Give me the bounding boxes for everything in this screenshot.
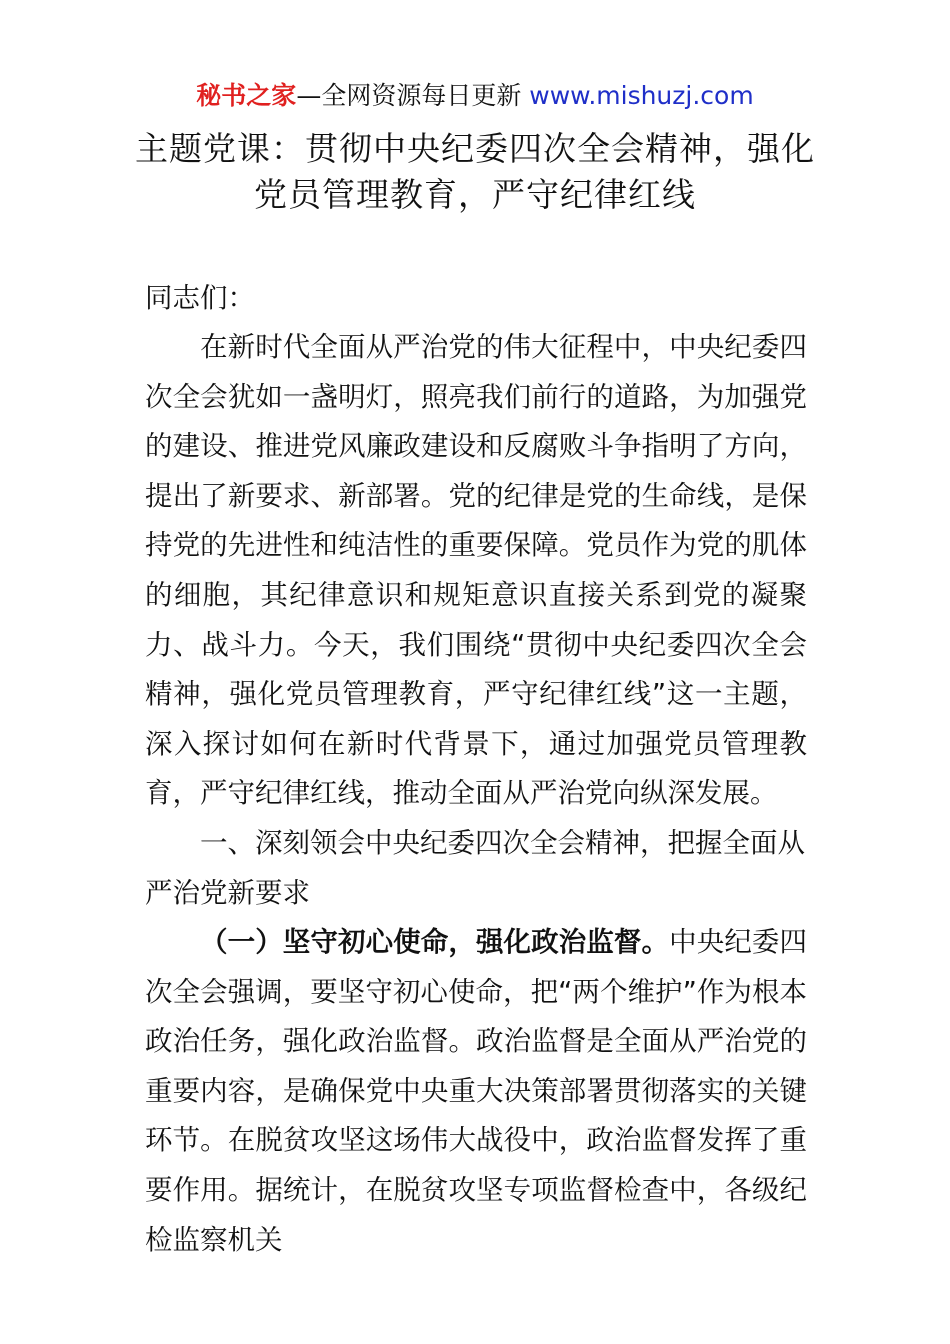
title-line-1: 主题党课：贯彻中央纪委四次全会精神，强化 [135, 129, 815, 168]
site-url-link[interactable]: www.mishuzj.com [521, 81, 754, 110]
title-line-2: 党员管理教育，严守纪律红线 [254, 175, 696, 214]
site-header [0, 78, 950, 114]
document-title [120, 126, 830, 218]
paragraph-intro: 在新时代全面从严治党的伟大征程中，中央纪委四次全会犹如一盏明灯，照亮我们前行的道路，为加强党的建设、推进党风廉政建设和反腐败斗争指明了方向，提出了新要求、新部署。党的纪律是党的生命线，是保持党的先进性和纯洁性的重要保障。党员作为党的肌体的细胞，其纪律意识和规矩意识直接关系到党的凝聚力、战斗力。今天，我们围绕“贯彻中央纪委四次全会精神，强化党员管理教育，严守纪律红线”这一主题，深入探讨如何在新时代背景下，通过加强党员管理教育，严守纪律红线，推动全面从严治党向纵深发展。 [145, 331, 807, 810]
subsection-body: 中央纪委四次全会强调，要坚守初心使命，把“两个维护”作为根本政治任务，强化政治监督。政治监督是全面从严治党的重要内容，是确保党中央重大决策部署贯彻落实的关键环节。在脱贫攻坚这场伟大战役中，政治监督发挥了重要作用。据统计，在脱贫攻坚专项监督检查中，各级纪检监察机关 [145, 926, 808, 1256]
site-tagline: —全网资源每日更新 [296, 81, 522, 110]
site-brand: 秘书之家 [196, 81, 297, 110]
section-heading-1: 一、深刻领会中央纪委四次全会精神，把握全面从严治党新要求 [145, 827, 805, 909]
subsection-lead: （一）坚守初心使命，强化政治监督。 [200, 926, 670, 958]
paragraph-section-1-1 [145, 918, 807, 1265]
salutation: 同志们： [145, 282, 255, 314]
